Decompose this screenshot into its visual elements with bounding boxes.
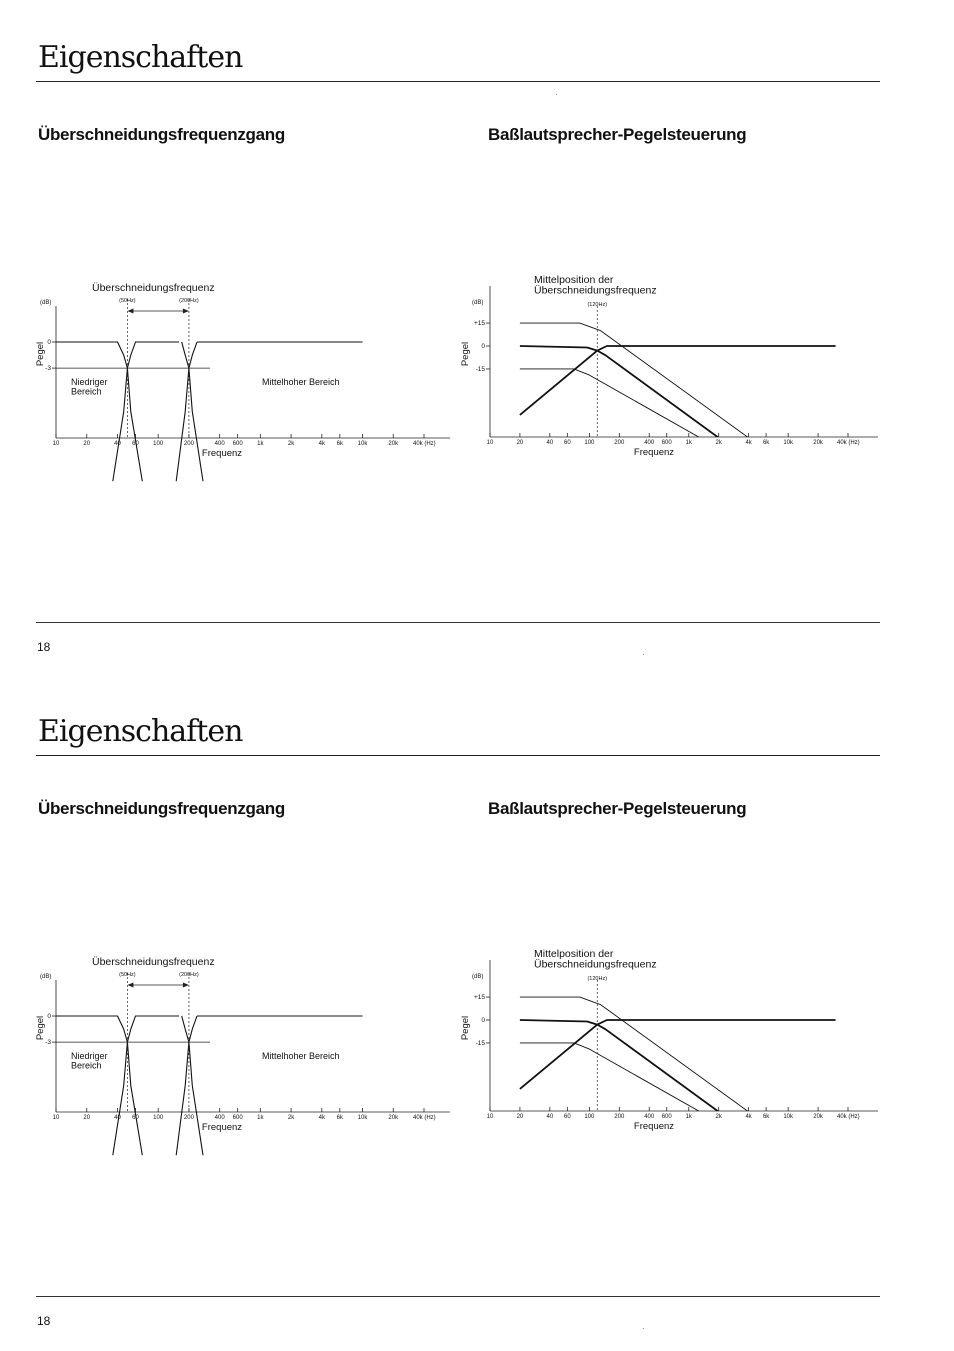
x-tick-label: 40k (Hz) — [413, 441, 436, 447]
x-axis-label: Frequenz — [201, 448, 243, 459]
y-axis-label: Pegel — [460, 341, 471, 367]
x-axis-label: Frequenz — [633, 447, 675, 458]
bass-level-chart — [0, 674, 954, 1349]
crossover-label: (120Hz) — [587, 302, 608, 308]
crossover-label: (200Hz) — [179, 972, 199, 978]
series-line — [520, 1043, 700, 1112]
x-tick-label: 20 — [83, 1115, 91, 1121]
section-title-bass-level: Baßlautsprecher-Pegelsteuerung — [488, 799, 747, 818]
x-tick-label: 400 — [214, 1115, 225, 1121]
x-tick-label: 600 — [232, 441, 243, 447]
y-axis-label: Pegel — [460, 1015, 471, 1041]
x-tick-label: 4k — [745, 1114, 752, 1120]
series-group — [520, 997, 836, 1112]
x-tick-label: 20k — [813, 1114, 823, 1120]
x-tick-label: 10k — [357, 1115, 368, 1121]
page-number: 18 — [37, 1314, 51, 1328]
y-unit-label: (dB) — [40, 974, 52, 980]
x-tick-label: 600 — [232, 1115, 243, 1121]
y-tick-label: 0 — [47, 1013, 51, 1020]
y-tick-label: -3 — [45, 365, 51, 373]
x-tick-label: 4k — [318, 441, 326, 447]
page-top — [0, 0, 954, 675]
low-range-label: Niedriger Bereich — [71, 377, 108, 397]
x-tick-label: 60 — [563, 1114, 571, 1120]
x-tick-label: 4k — [318, 1115, 326, 1121]
x-tick-label: 6k — [762, 1114, 770, 1120]
x-tick-label: 2k — [715, 1114, 722, 1120]
x-tick-label: 6k — [336, 441, 343, 447]
x-tick-label: 10 — [486, 440, 494, 446]
x-tick-label: 600 — [661, 1114, 672, 1120]
bass-level-chart — [0, 0, 954, 675]
x-tick-label: 10 — [52, 1115, 60, 1121]
x-tick-label: 10 — [486, 1114, 494, 1120]
x-tick-label: 20k — [388, 441, 399, 447]
x-tick-label: 1k — [685, 1114, 692, 1120]
footer-rule — [36, 1296, 880, 1297]
series-group — [520, 323, 836, 438]
x-tick-label: 100 — [153, 441, 164, 447]
series-line — [520, 997, 749, 1112]
x-tick-label: 100 — [584, 440, 595, 446]
x-tick-label: 60 — [563, 440, 571, 446]
x-tick-label: 40 — [114, 1115, 121, 1121]
midhigh-range-label: Mittelhoher Bereich — [262, 1051, 340, 1061]
x-tick-label: 10k — [783, 1114, 794, 1120]
series-line — [520, 323, 749, 438]
section-title-bass-level: Baßlautsprecher-Pegelsteuerung — [488, 125, 747, 144]
crossover-label: (50Hz) — [119, 298, 136, 304]
y-tick-label: -15 — [475, 1039, 485, 1047]
x-tick-label: 6k — [336, 1115, 343, 1121]
x-tick-label: 1k — [257, 1115, 264, 1121]
x-tick-label: 100 — [584, 1114, 595, 1120]
section-title-crossover: Überschneidungsfrequenzgang — [38, 799, 285, 818]
scan-speck — [643, 654, 644, 655]
x-tick-label: 40k (Hz) — [413, 1115, 436, 1121]
x-tick-label: 100 — [153, 1115, 164, 1121]
x-tick-label: 20k — [813, 440, 823, 446]
x-tick-label: 400 — [644, 1114, 655, 1120]
x-tick-label: 40k (Hz) — [837, 440, 860, 446]
x-tick-label: 200 — [183, 1115, 194, 1121]
x-axis-label: Frequenz — [633, 1121, 675, 1132]
crossover-annotation: Überschneidungsfrequenz — [92, 956, 215, 968]
x-tick-label: 10k — [357, 441, 368, 447]
footer-rule — [36, 622, 880, 623]
x-tick-label: 40k (Hz) — [837, 1114, 860, 1120]
page-bottom — [0, 674, 954, 1349]
x-axis-label: Frequenz — [201, 1122, 243, 1133]
y-axis-label: Pegel — [35, 341, 46, 367]
crossover-annotation: Überschneidungsfrequenz — [92, 282, 215, 294]
page-number: 18 — [37, 640, 51, 654]
section-title-crossover: Überschneidungsfrequenzgang — [38, 125, 285, 144]
y-tick-label: +15 — [473, 994, 485, 1002]
x-tick-label: 60 — [132, 1115, 139, 1121]
crossover-annotation: Mittelposition der Überschneidungsfrequenz — [534, 274, 657, 297]
y-tick-label: +15 — [473, 320, 485, 328]
x-tick-label: 400 — [214, 441, 225, 447]
midhigh-range-label: Mittelhoher Bereich — [262, 377, 340, 387]
x-tick-label: 40 — [546, 440, 554, 446]
series-line — [520, 369, 700, 438]
y-unit-label: (dB) — [40, 300, 52, 306]
scan-speck — [556, 94, 557, 95]
x-tick-label: 2k — [287, 441, 295, 447]
y-unit-label: (dB) — [472, 974, 484, 980]
crossover-annotation: Mittelposition der Überschneidungsfrequenz — [534, 948, 657, 971]
x-tick-label: 1k — [257, 441, 264, 447]
x-tick-label: 6k — [762, 440, 770, 446]
x-tick-label: 20 — [516, 440, 524, 446]
page-title: Eigenschaften — [38, 714, 243, 749]
x-tick-label: 400 — [644, 440, 655, 446]
x-tick-label: 40 — [114, 441, 121, 447]
y-tick-label: 0 — [47, 339, 51, 346]
x-tick-label: 2k — [715, 440, 722, 446]
x-tick-label: 20k — [388, 1115, 399, 1121]
y-tick-label: -15 — [475, 365, 485, 373]
x-tick-label: 600 — [661, 440, 672, 446]
x-tick-label: 200 — [614, 1114, 625, 1120]
series-line — [520, 1020, 836, 1089]
x-tick-label: 10 — [52, 441, 60, 447]
y-tick-label: 0 — [481, 1017, 485, 1024]
page-title: Eigenschaften — [38, 40, 243, 75]
x-tick-label: 4k — [745, 440, 752, 446]
x-tick-label: 60 — [132, 441, 139, 447]
y-axis-label: Pegel — [35, 1015, 46, 1041]
y-tick-label: 0 — [481, 343, 485, 350]
x-tick-label: 10k — [783, 440, 794, 446]
x-tick-label: 200 — [614, 440, 625, 446]
crossover-label: (200Hz) — [179, 298, 199, 304]
x-tick-label: 200 — [183, 441, 194, 447]
x-tick-label: 20 — [516, 1114, 524, 1120]
crossover-label: (120Hz) — [587, 976, 608, 982]
low-range-label: Niedriger Bereich — [71, 1051, 108, 1071]
x-tick-label: 2k — [287, 1115, 295, 1121]
scan-speck — [643, 1328, 644, 1329]
y-unit-label: (dB) — [472, 300, 484, 306]
y-tick-label: -3 — [45, 1039, 51, 1047]
x-tick-label: 40 — [546, 1114, 554, 1120]
x-tick-label: 1k — [685, 440, 692, 446]
x-tick-label: 20 — [83, 441, 91, 447]
series-line — [520, 346, 836, 415]
crossover-label: (50Hz) — [119, 972, 136, 978]
